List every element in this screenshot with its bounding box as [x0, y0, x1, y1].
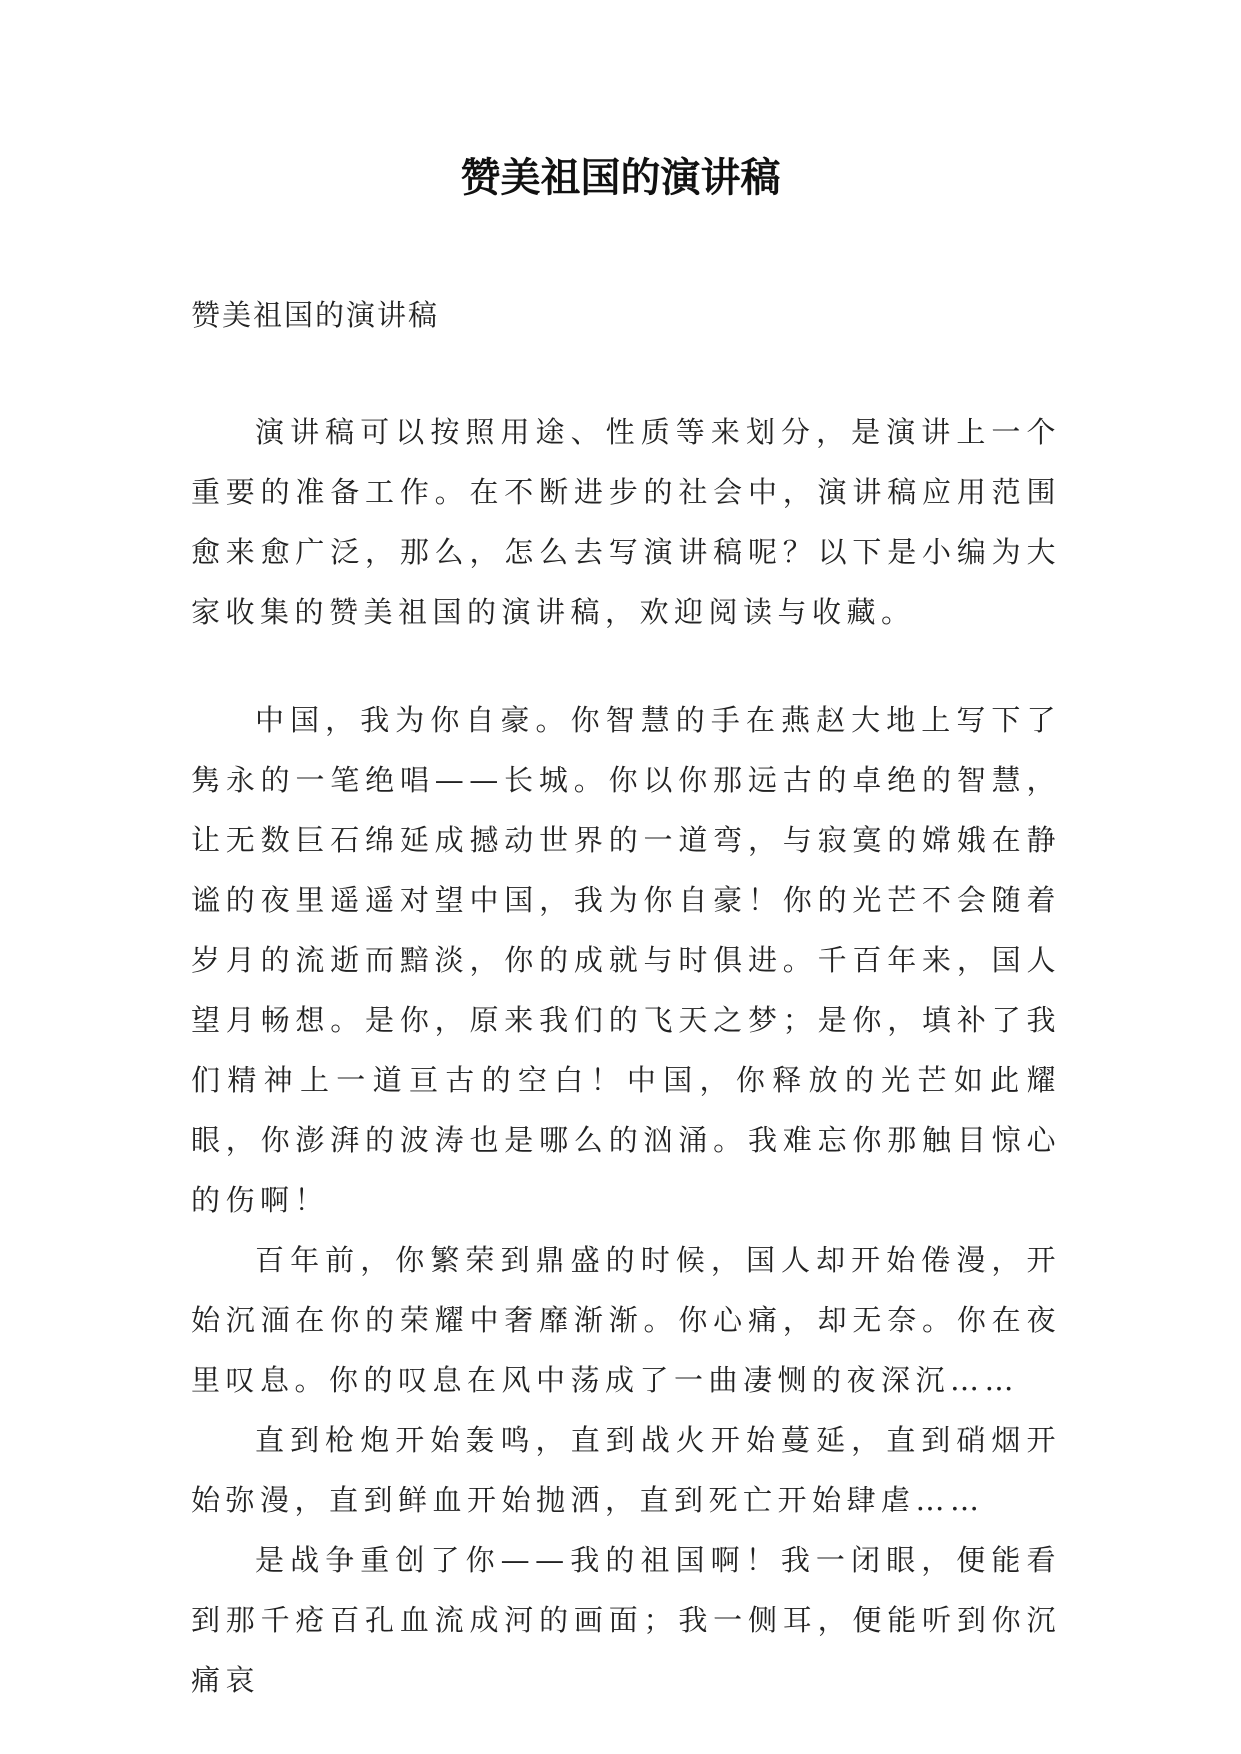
body-paragraph-4: 是战争重创了你——我的祖国啊！我一闭眼，便能看到那千疮百孔血流成河的画面；我一侧耳，便能听到你沉痛哀: [191, 1543, 1061, 1697]
body-paragraph-3: 直到枪炮开始轰鸣，直到战火开始蔓延，直到硝烟开始弥漫，直到鲜血开始抛洒，直到死亡开始肆虐……: [191, 1423, 1061, 1517]
body-paragraph-2: 百年前，你繁荣到鼎盛的时候，国人却开始倦漫，开始沉湎在你的荣耀中奢靡渐渐。你心痛，却无奈。你在夜里叹息。你的叹息在风中荡成了一曲凄恻的夜深沉……: [191, 1243, 1061, 1397]
document-title: 赞美祖国的演讲稿: [460, 155, 781, 201]
intro-section: [191, 402, 1061, 642]
body-paragraph-1: 中国，我为你自豪。你智慧的手在燕赵大地上写下了隽永的一笔绝唱——长城。你以你那远古的卓绝的智慧，让无数巨石绵延成撼动世界的一道弯，与寂寞的嫦娥在静谧的夜里遥遥对望中国，我为你自豪！你的光芒不会随着岁月的流逝而黯淡，你的成就与时俱进。千百年来，国人望月畅想。是你，原来我们的飞天之梦；是你，填补了我们精神上一道亘古的空白！中国，你释放的光芒如此耀眼，你澎湃的波涛也是哪么的汹涌。我难忘你那触目惊心的伤啊！: [191, 703, 1061, 1217]
main-section: [191, 690, 1061, 1710]
intro-paragraph: 演讲稿可以按照用途、性质等来划分，是演讲上一个重要的准备工作。在不断进步的社会中，演讲稿应用范围愈来愈广泛，那么，怎么去写演讲稿呢？以下是小编为大家收集的赞美祖国的演讲稿，欢迎阅读与收藏。: [191, 415, 1061, 629]
document-subtitle: 赞美祖国的演讲稿: [191, 298, 440, 332]
